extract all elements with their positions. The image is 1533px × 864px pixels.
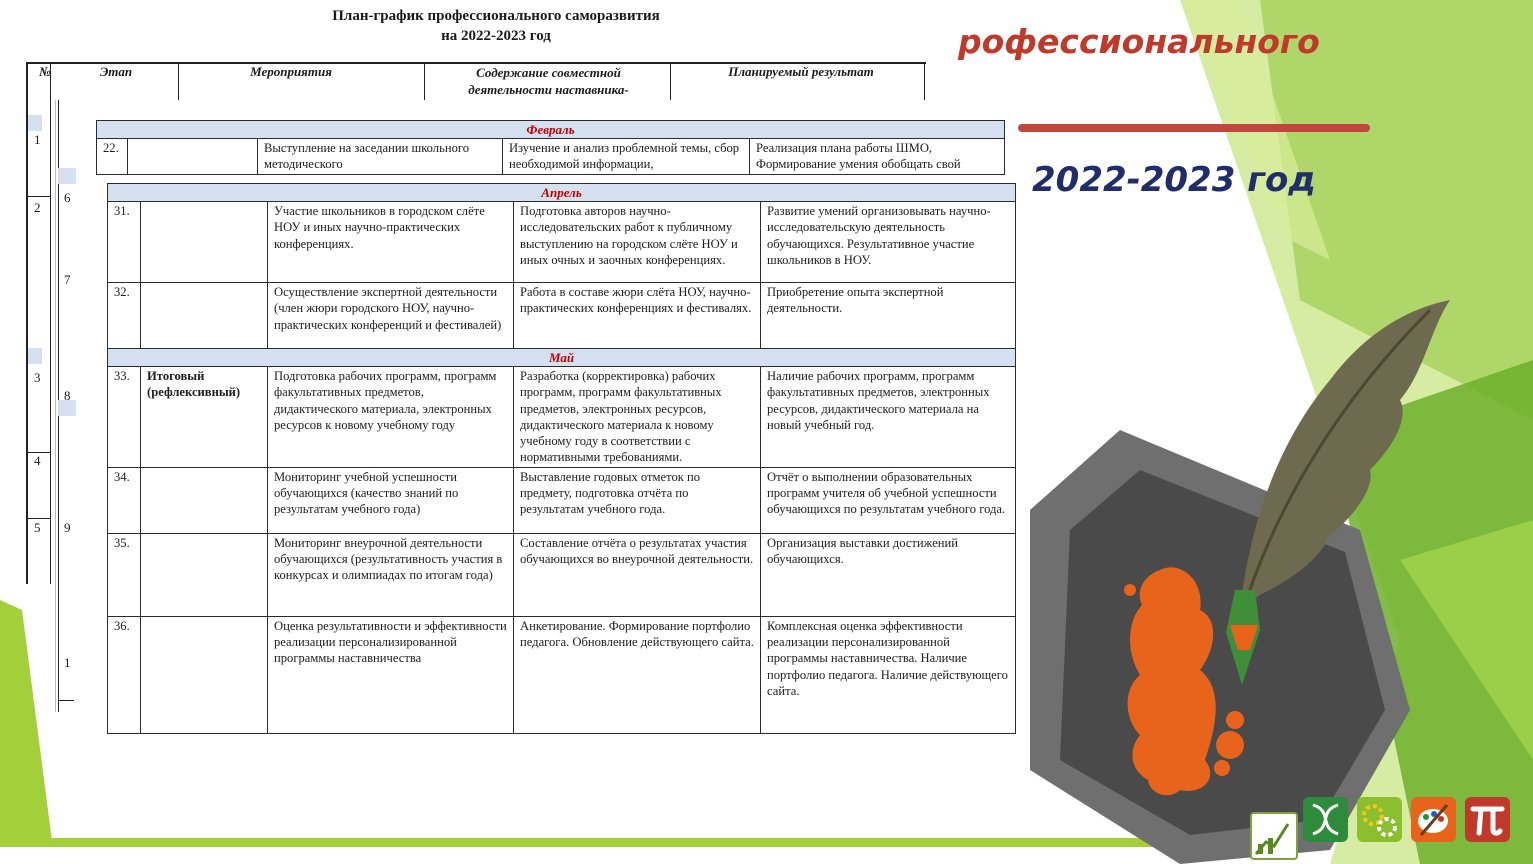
table-row	[108, 202, 1016, 283]
plan-table	[107, 183, 1016, 734]
row-result: Комплексная оценка эффективности реализации персонализированной программы наставничества. Наличие портфолио педагога. Наличие действующего сайта.	[761, 616, 1016, 733]
middle-row-number: 9	[64, 520, 71, 535]
row-content: Изучение и анализ проблемной темы, сбор необходимой информации,	[503, 139, 750, 175]
chart-icon	[1250, 812, 1298, 860]
row-stage	[141, 283, 268, 349]
february-table	[96, 120, 1005, 175]
title-divider	[1018, 124, 1370, 132]
row-result: Организация выставки достижений обучающихся.	[761, 533, 1016, 616]
month-february: Февраль	[97, 121, 1005, 139]
document-subtitle: на 2022-2023 год	[441, 28, 551, 44]
slide-year-label: 2022-2023 год	[1032, 160, 1316, 200]
header-number: №	[39, 64, 51, 79]
table-row	[108, 283, 1016, 349]
month-april: Апрель	[108, 184, 1016, 202]
month-may: Май	[108, 349, 1016, 367]
dna-icon	[1303, 797, 1348, 842]
row-stage	[128, 139, 258, 175]
header-events: Мероприятия	[250, 64, 332, 79]
row-content: Подготовка авторов научно-исследовательских работ к публичному выступлению на городском слёте НОУ и иных очных и заочных конференциях.	[514, 202, 761, 283]
back-row-number: 1	[34, 132, 41, 147]
table-row	[108, 616, 1016, 733]
row-stage	[141, 616, 268, 733]
row-number: 35.	[108, 533, 141, 616]
quill-inkwell-illustration	[1030, 290, 1450, 864]
header-stage: Этап	[99, 64, 133, 79]
row-number: 22.	[97, 139, 128, 175]
back-row-number: 4	[34, 453, 41, 468]
table-row	[108, 533, 1016, 616]
document-front-sheet	[96, 176, 1026, 756]
row-result: Реализация плана работы ШМО, Формирование умения обобщать свой	[750, 139, 1005, 175]
middle-row-number: 7	[64, 272, 71, 287]
row-event: Подготовка рабочих программ, программ факультативных предметов, дидактического материала, электронных ресурсов к новому учебному году	[268, 367, 514, 468]
slide-title-fragment: рофессионального	[958, 22, 1320, 61]
row-content: Разработка (корректировка) рабочих программ, программ факультативных предметов, электронных ресурсов, дидактического материала к новому учебному году в соответствии с нормативными требованиями.	[514, 367, 761, 468]
row-event: Мониторинг учебной успешности обучающихся (качество знаний по результатам учебного года)	[268, 467, 514, 533]
middle-row-number: 1	[64, 655, 71, 670]
back-row-number: 2	[34, 200, 41, 215]
row-content: Анкетирование. Формирование портфолио педагога. Обновление действующего сайта.	[514, 616, 761, 733]
gears-icon	[1357, 797, 1402, 842]
row-event: Выступление на заседании школьного методического	[258, 139, 503, 175]
pi-icon	[1465, 797, 1510, 842]
table-row	[108, 367, 1016, 468]
table-row	[108, 467, 1016, 533]
row-number: 33.	[108, 367, 141, 468]
row-number: 34.	[108, 467, 141, 533]
row-result: Развитие умений организовывать научно-исследовательскую деятельность обучающихся. Результативное участие школьников в НОУ.	[761, 202, 1016, 283]
row-stage	[141, 202, 268, 283]
row-number: 36.	[108, 616, 141, 733]
row-result: Наличие рабочих программ, программ факультативных предметов, электронных ресурсов, дидактического материала на новый учебный год.	[761, 367, 1016, 468]
row-event: Участие школьников в городском слёте НОУ и иных научно-практических конференциях.	[268, 202, 514, 283]
row-content: Работа в составе жюри слёта НОУ, научно-практических конференциях и фестивалях.	[514, 283, 761, 349]
row-result: Отчёт о выполнении образовательных программ учителя об учебной успешности обучающихся по результатам учебного года.	[761, 467, 1016, 533]
header-result: Планируемый результат	[728, 64, 874, 79]
document-title: План-график профессионального саморазвития	[332, 8, 660, 24]
row-event: Мониторинг внеурочной деятельности обучающихся (результативность участия в конкурсах и олимпиадах по итогам года)	[268, 533, 514, 616]
palette-icon	[1411, 797, 1456, 842]
middle-row-number: 6	[64, 190, 71, 205]
row-result: Приобретение опыта экспертной деятельности.	[761, 283, 1016, 349]
row-stage	[141, 467, 268, 533]
document-february-sheet	[84, 110, 1016, 180]
header-content: Содержание совместной деятельности наставника-	[468, 65, 629, 97]
row-number: 31.	[108, 202, 141, 283]
row-number: 32.	[108, 283, 141, 349]
row-content: Выставление годовых отметок по предмету, подготовка отчёта по результатам учебного года.	[514, 467, 761, 533]
back-row-number: 5	[34, 520, 41, 535]
back-row-number: 3	[34, 370, 41, 385]
row-content: Составление отчёта о результатах участия обучающихся во внеурочной деятельности.	[514, 533, 761, 616]
row-event: Оценка результативности и эффективности реализации персонализированной программы наставничества	[268, 616, 514, 733]
row-stage: Итоговый (рефлексивный)	[141, 367, 268, 468]
middle-row-number: 8	[64, 388, 71, 403]
row-event: Осуществление экспертной деятельности (член жюри городского НОУ, научно-практических конференций и фестивалей)	[268, 283, 514, 349]
row-stage	[141, 533, 268, 616]
